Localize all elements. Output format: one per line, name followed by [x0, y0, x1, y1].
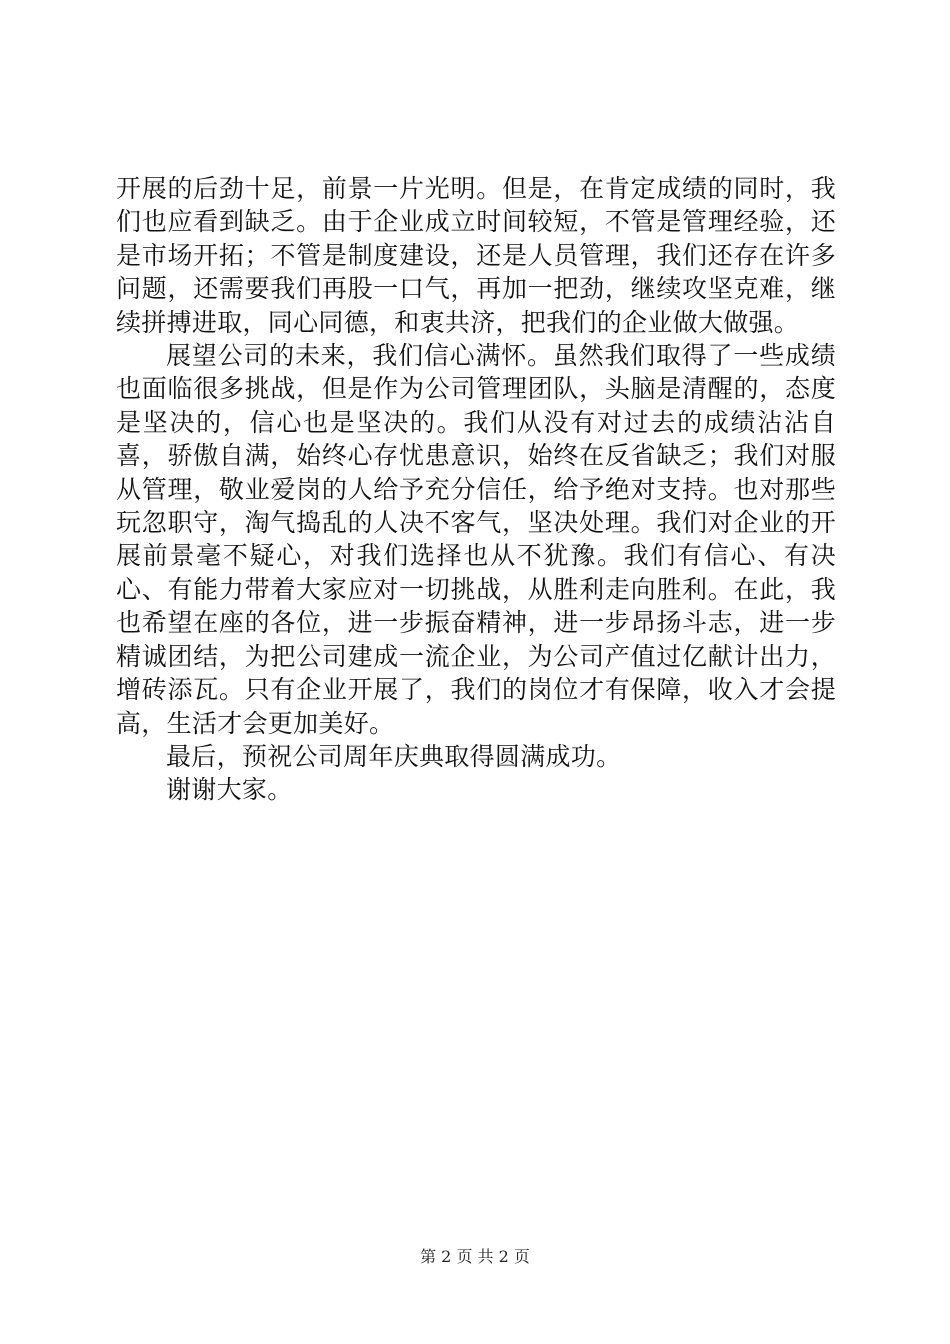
page-footer: 第 2 页 共 2 页 — [420, 1247, 530, 1266]
paragraph-thanks: 谢谢大家。 — [166, 775, 293, 805]
paragraph-outlook: 展望公司的未来，我们信心满怀。虽然我们取得了一些成绩也面临很多挑战，但是作为公司管理团队，头脑是清醒的，态度是坚决的，信心也是坚决的。我们从没有对过去的成绩沾沾自喜，骄傲自满，始终心存忧患意识，始终在反省缺乏；我们对服从管理，敬业爱岗的人给予充分信任，给予绝对支持。也对那些玩忽职守，淘气捣乱的人决不客气，坚决处理。我们对企业的开展前景毫不疑心，对我们选择也从不犹豫。我们有信心、有决心、有能力带着大家应对一切挑战，从胜利走向胜利。在此，我也希望在座的各位，进一步振奋精神，进一步昂扬斗志，进一步精诚团结，为把公司建成一流企业，为公司产值过亿献计出力，增砖添瓦。只有企业开展了，我们的岗位才有保障，收入才会提高，生活才会更加美好。 — [116, 341, 836, 738]
document-body — [116, 172, 836, 807]
paragraph-closing-wish: 最后，预祝公司周年庆典取得圆满成功。 — [166, 741, 622, 771]
paragraph-continuation: 开展的后劲十足，前景一片光明。但是，在肯定成绩的同时，我们也应看到缺乏。由于企业成立时间较短，不管是管理经验，还是市场开拓；不管是制度建设，还是人员管理，我们还存在许多问题，还需要我们再股一口气，再加一把劲，继续攻坚克难，继续拼搏进取，同心同德，和衷共济，把我们的企业做大做强。 — [116, 174, 836, 337]
